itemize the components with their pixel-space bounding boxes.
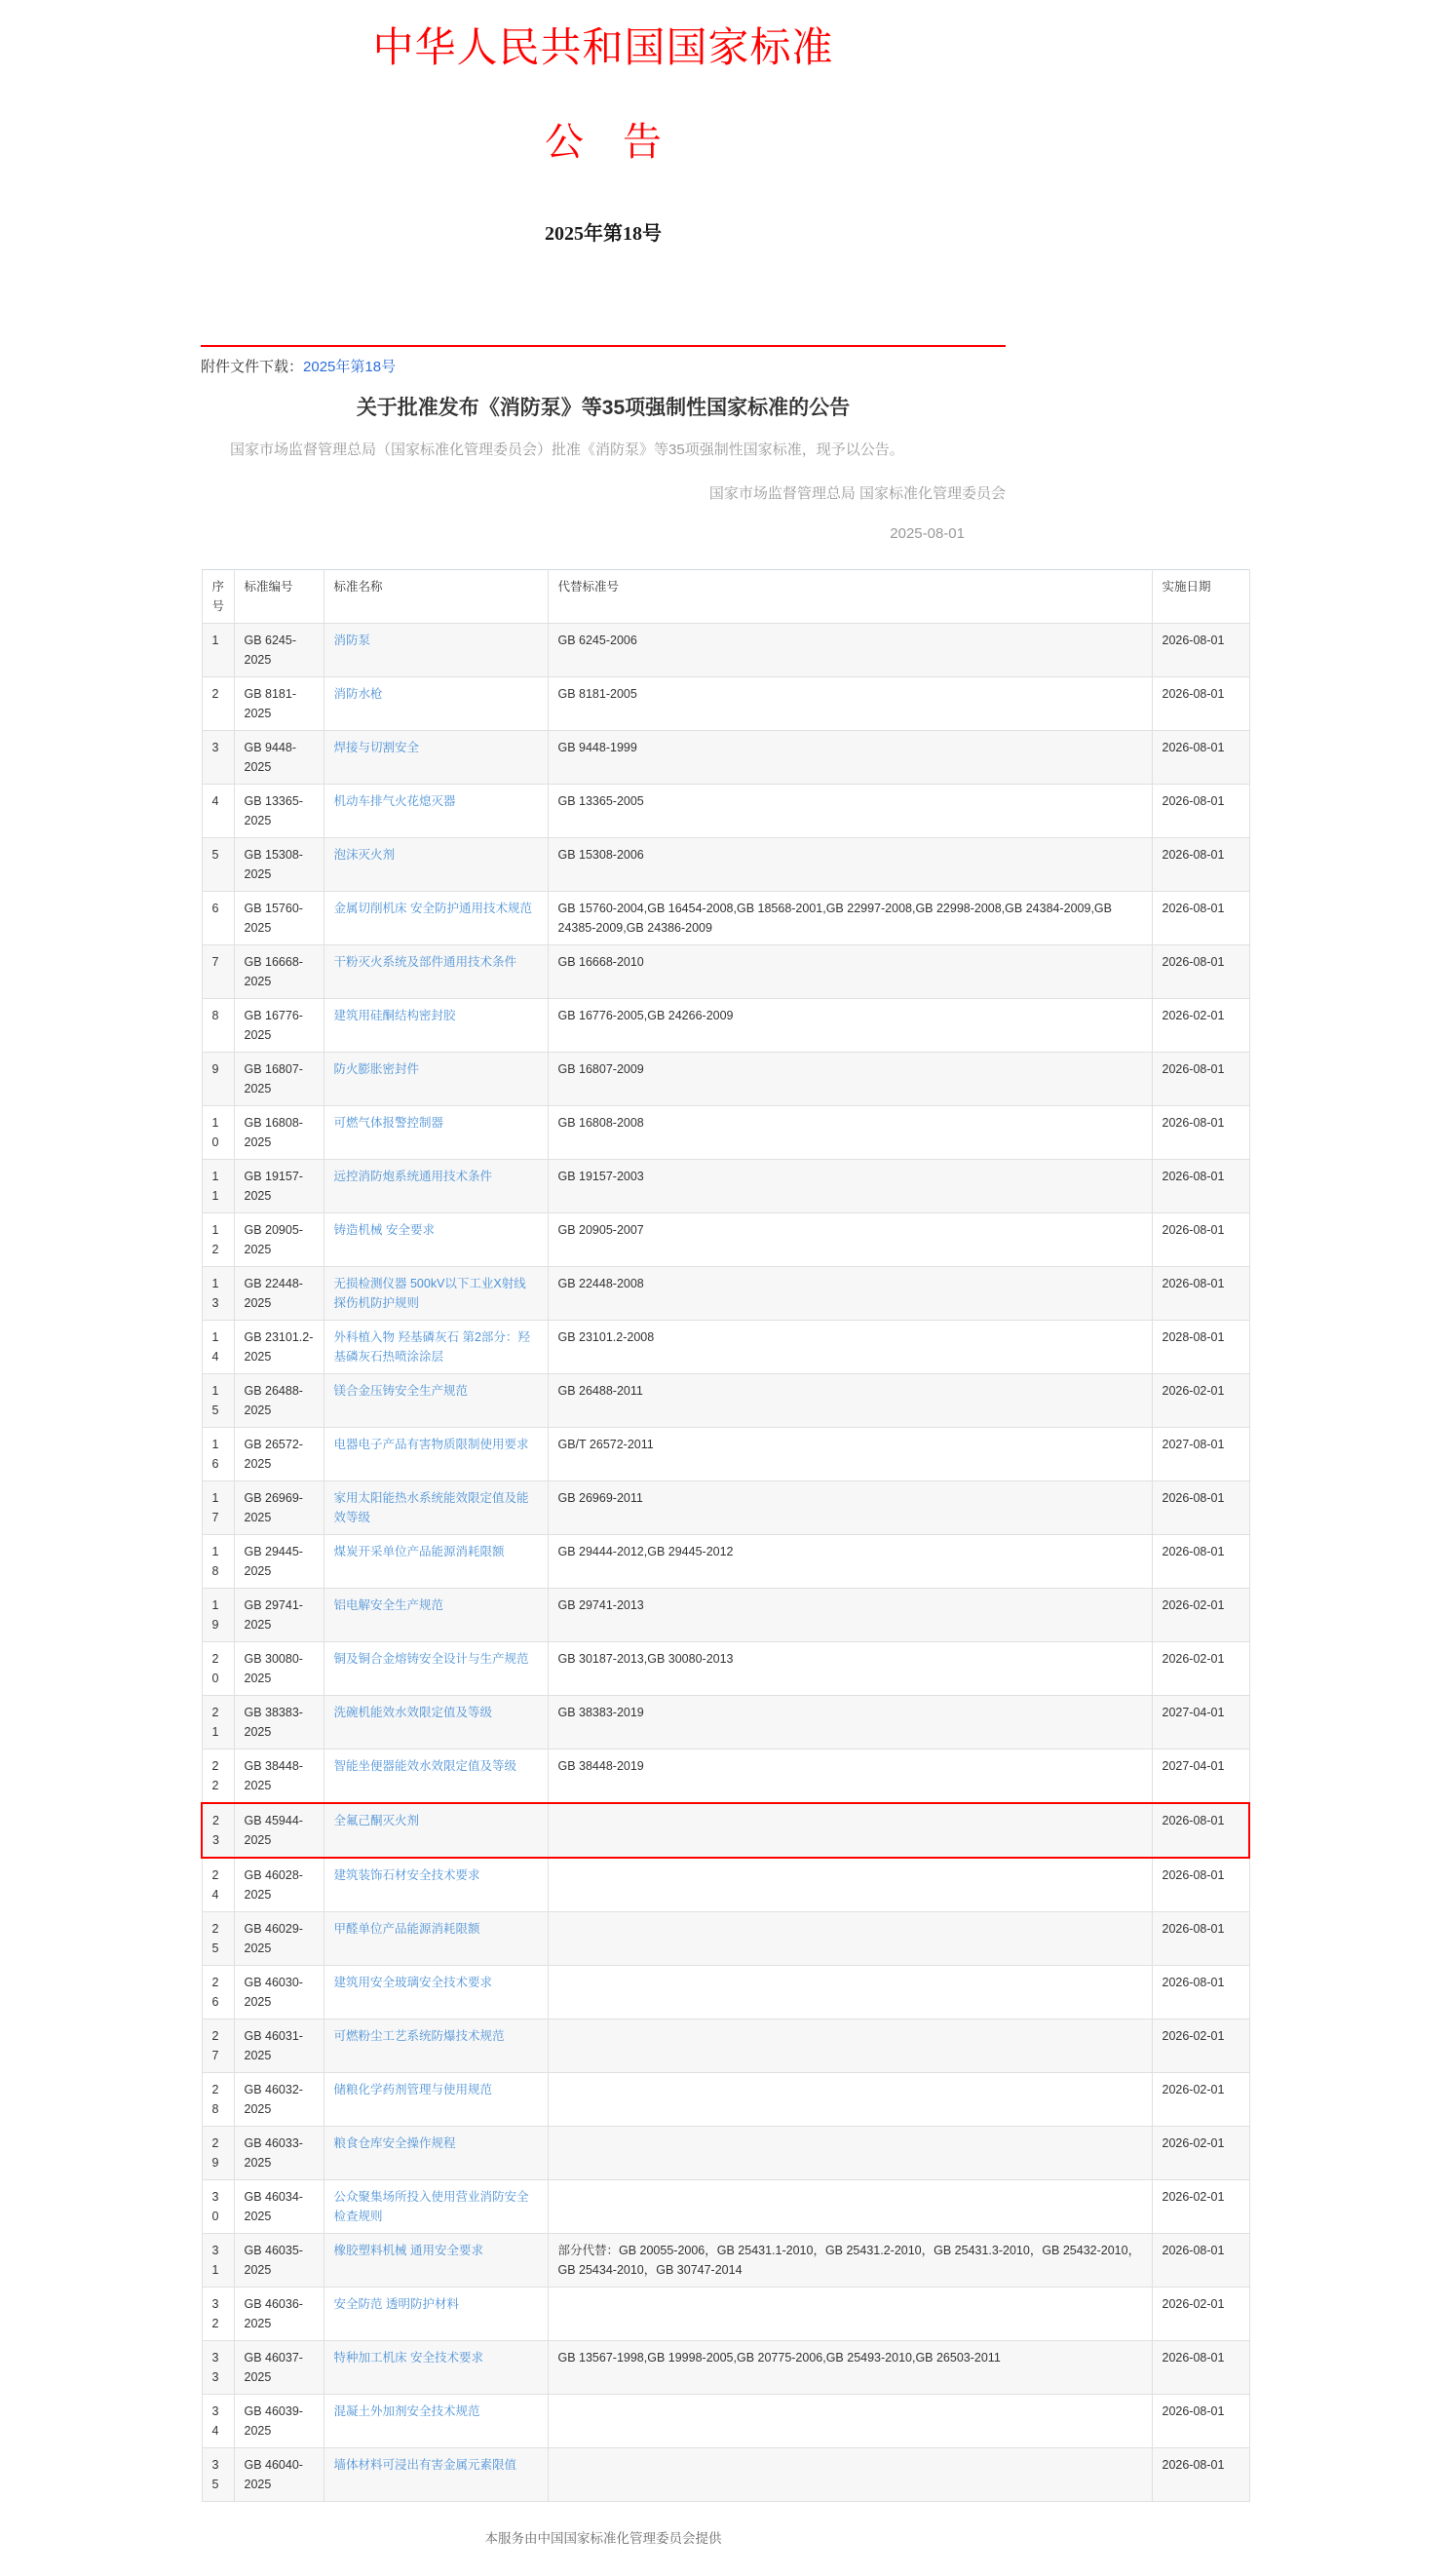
replaces-cell: GB 29741-2013 xyxy=(548,1589,1152,1642)
date-cell: 2026-08-01 xyxy=(1152,1912,1249,1966)
date-cell: 2026-08-01 xyxy=(1152,2341,1249,2395)
table-row xyxy=(202,1106,1249,1160)
publish-date: 2025-08-01 xyxy=(890,525,965,542)
table-row xyxy=(202,1966,1249,2019)
standard-name-link[interactable]: 防火膨胀密封件 xyxy=(333,1062,420,1076)
replaces-cell: GB 26488-2011 xyxy=(548,1374,1152,1428)
date-cell: 2026-08-01 xyxy=(1152,838,1249,892)
table-row xyxy=(202,1589,1249,1642)
standard-name-link[interactable]: 公众聚集场所投入使用营业消防安全检查规则 xyxy=(333,2190,529,2223)
code-cell: GB 46030-2025 xyxy=(234,1966,324,2019)
table-row xyxy=(202,2019,1249,2073)
name-cell xyxy=(324,1321,548,1374)
date-cell: 2026-08-01 xyxy=(1152,624,1249,677)
table-header-name: 标准名称 xyxy=(324,570,548,624)
replaces-cell: GB 13567-1998,GB 19998-2005,GB 20775-2006,GB 25493-2010,GB 26503-2011 xyxy=(548,2341,1152,2395)
name-cell xyxy=(324,1912,548,1966)
code-cell: GB 46029-2025 xyxy=(234,1912,324,1966)
table-row xyxy=(202,1428,1249,1481)
issuing-authorities: 国家市场监督管理总局 国家标准化管理委员会 xyxy=(708,485,1006,502)
name-cell xyxy=(324,1858,548,1912)
name-cell xyxy=(324,1267,548,1321)
standard-name-link[interactable]: 金属切削机床 安全防护通用技术规范 xyxy=(333,902,532,915)
replaces-cell xyxy=(548,2073,1152,2127)
table-row xyxy=(202,624,1249,677)
code-cell: GB 38383-2025 xyxy=(234,1696,324,1749)
seq-cell: 12 xyxy=(202,1213,234,1267)
seq-cell: 1 xyxy=(202,624,234,677)
seq-cell: 31 xyxy=(202,2234,234,2288)
name-cell xyxy=(324,1428,548,1481)
standard-name-link[interactable]: 铜及铜合金熔铸安全设计与生产规范 xyxy=(333,1652,529,1666)
date-cell: 2027-04-01 xyxy=(1152,1696,1249,1749)
page-title: 中华人民共和国国家标准 xyxy=(372,26,834,71)
seq-cell: 22 xyxy=(202,1749,234,1804)
standard-name-link[interactable]: 无损检测仪器 500kV以下工业X射线探伤机防护规则 xyxy=(333,1277,526,1310)
standard-name-link[interactable]: 消防水枪 xyxy=(333,687,383,701)
code-cell: GB 46028-2025 xyxy=(234,1858,324,1912)
replaces-cell: GB 38448-2019 xyxy=(548,1749,1152,1804)
table-row xyxy=(202,1374,1249,1428)
seq-cell: 33 xyxy=(202,2341,234,2395)
table-row xyxy=(202,2234,1249,2288)
code-cell: GB 46035-2025 xyxy=(234,2234,324,2288)
date-cell: 2026-08-01 xyxy=(1152,1267,1249,1321)
standard-name-link[interactable]: 消防泵 xyxy=(333,634,371,647)
code-cell: GB 26488-2025 xyxy=(234,1374,324,1428)
standard-name-link[interactable]: 甲醛单位产品能源消耗限额 xyxy=(333,1922,480,1936)
replaces-cell: GB 16808-2008 xyxy=(548,1106,1152,1160)
name-cell xyxy=(324,2288,548,2341)
seq-cell: 9 xyxy=(202,1053,234,1106)
name-cell xyxy=(324,1803,548,1858)
standard-name-link[interactable]: 粮食仓库安全操作规程 xyxy=(333,2136,456,2150)
table-row xyxy=(202,892,1249,945)
date-cell: 2026-08-01 xyxy=(1152,1966,1249,2019)
date-cell: 2026-08-01 xyxy=(1152,1481,1249,1535)
name-cell xyxy=(324,2234,548,2288)
replaces-cell xyxy=(548,2288,1152,2341)
date-cell: 2026-08-01 xyxy=(1152,677,1249,731)
name-cell xyxy=(324,945,548,999)
code-cell: GB 29445-2025 xyxy=(234,1535,324,1589)
name-cell xyxy=(324,1696,548,1749)
code-cell: GB 16668-2025 xyxy=(234,945,324,999)
standard-name-link[interactable]: 煤炭开采单位产品能源消耗限额 xyxy=(333,1545,505,1558)
standard-name-link[interactable]: 泡沫灭火剂 xyxy=(333,848,396,862)
seq-cell: 17 xyxy=(202,1481,234,1535)
table-row xyxy=(202,2395,1249,2448)
name-cell xyxy=(324,2127,548,2180)
replaces-cell xyxy=(548,2127,1152,2180)
seq-cell: 24 xyxy=(202,1858,234,1912)
table-row xyxy=(202,999,1249,1053)
seq-cell: 6 xyxy=(202,892,234,945)
seq-cell: 26 xyxy=(202,1966,234,2019)
standard-name-link[interactable]: 洗碗机能效水效限定值及等级 xyxy=(333,1706,493,1719)
code-cell: GB 46034-2025 xyxy=(234,2180,324,2234)
table-header-seq: 序号 xyxy=(202,570,234,624)
table-row xyxy=(202,1858,1249,1912)
replaces-cell: GB 38383-2019 xyxy=(548,1696,1152,1749)
table-row xyxy=(202,838,1249,892)
standard-name-link[interactable]: 储粮化学药剂管理与使用规范 xyxy=(333,2083,493,2096)
code-cell: GB 13365-2025 xyxy=(234,785,324,838)
attachment-download-label: 附件文件下载： xyxy=(201,359,304,375)
standard-name-link[interactable]: 墙体材料可浸出有害金属元素限值 xyxy=(333,2458,517,2472)
name-cell xyxy=(324,2019,548,2073)
standards-table-body xyxy=(202,624,1249,2502)
replaces-cell: GB 16807-2009 xyxy=(548,1053,1152,1106)
code-cell: GB 9448-2025 xyxy=(234,731,324,785)
seq-cell: 15 xyxy=(202,1374,234,1428)
table-row xyxy=(202,1267,1249,1321)
date-cell: 2026-02-01 xyxy=(1152,2073,1249,2127)
seq-cell: 32 xyxy=(202,2288,234,2341)
seq-cell: 18 xyxy=(202,1535,234,1589)
standard-name-link[interactable]: 干粉灭火系统及部件通用技术条件 xyxy=(333,955,517,969)
standard-name-link[interactable]: 可燃气体报警控制器 xyxy=(333,1116,444,1130)
replaces-cell: GB 16776-2005,GB 24266-2009 xyxy=(548,999,1152,1053)
name-cell xyxy=(324,2341,548,2395)
code-cell: GB 20905-2025 xyxy=(234,1213,324,1267)
table-row xyxy=(202,1749,1249,1804)
replaces-cell xyxy=(548,1966,1152,2019)
seq-cell: 25 xyxy=(202,1912,234,1966)
table-row xyxy=(202,2448,1249,2502)
table-row xyxy=(202,2127,1249,2180)
replaces-cell xyxy=(548,2395,1152,2448)
standard-name-link[interactable]: 家用太阳能热水系统能效限定值及能效等级 xyxy=(333,1491,529,1524)
table-row xyxy=(202,1213,1249,1267)
issue-number: 2025年第18号 xyxy=(545,223,662,245)
table-row xyxy=(202,2073,1249,2127)
date-cell: 2026-08-01 xyxy=(1152,785,1249,838)
code-cell: GB 38448-2025 xyxy=(234,1749,324,1804)
standard-name-link[interactable]: 智能坐便器能效水效限定值及等级 xyxy=(333,1759,517,1773)
seq-cell: 35 xyxy=(202,2448,234,2502)
name-cell xyxy=(324,1053,548,1106)
table-header-row xyxy=(202,570,1249,624)
standard-name-link[interactable]: 安全防范 透明防护材料 xyxy=(333,2297,459,2311)
announcement-heading: 关于批准发布《消防泵》等35项强制性国家标准的公告 xyxy=(356,397,851,419)
date-cell: 2026-08-01 xyxy=(1152,1106,1249,1160)
date-cell: 2026-08-01 xyxy=(1152,2395,1249,2448)
replaces-cell: GB 15308-2006 xyxy=(548,838,1152,892)
replaces-cell xyxy=(548,2448,1152,2502)
replaces-cell: GB 15760-2004,GB 16454-2008,GB 18568-2001,GB 22997-2008,GB 22998-2008,GB 24384-2009,GB 24385-2009,GB 24386-2009 xyxy=(548,892,1152,945)
name-cell xyxy=(324,2448,548,2502)
code-cell: GB 15308-2025 xyxy=(234,838,324,892)
name-cell xyxy=(324,1589,548,1642)
date-cell: 2026-08-01 xyxy=(1152,1213,1249,1267)
replaces-cell: GB 22448-2008 xyxy=(548,1267,1152,1321)
table-row xyxy=(202,945,1249,999)
date-cell: 2028-08-01 xyxy=(1152,1321,1249,1374)
replaces-cell: 部分代替：GB 20055-2006，GB 25431.1-2010，GB 25431.2-2010，GB 25431.3-2010，GB 25432-2010，GB 25434-2010，GB 30747-2014 xyxy=(548,2234,1152,2288)
standard-name-link[interactable]: 特种加工机床 安全技术要求 xyxy=(333,2351,483,2365)
date-cell: 2026-08-01 xyxy=(1152,1053,1249,1106)
table-row xyxy=(202,2341,1249,2395)
date-cell: 2026-08-01 xyxy=(1152,945,1249,999)
footer xyxy=(201,2527,1006,2547)
standard-name-link[interactable]: 建筑用硅酮结构密封胶 xyxy=(333,1009,456,1022)
name-cell xyxy=(324,999,548,1053)
date-cell: 2026-02-01 xyxy=(1152,2019,1249,2073)
standard-name-link[interactable]: 可燃粉尘工艺系统防爆技术规范 xyxy=(333,2029,505,2043)
code-cell: GB 46032-2025 xyxy=(234,2073,324,2127)
table-row xyxy=(202,1642,1249,1696)
seq-cell: 19 xyxy=(202,1589,234,1642)
date-cell: 2026-02-01 xyxy=(1152,1589,1249,1642)
table-row xyxy=(202,1321,1249,1374)
standards-table xyxy=(201,569,1250,2502)
code-cell: GB 45944-2025 xyxy=(234,1803,324,1858)
name-cell xyxy=(324,2180,548,2234)
replaces-cell: GB 16668-2010 xyxy=(548,945,1152,999)
replaces-cell: GB 13365-2005 xyxy=(548,785,1152,838)
name-cell xyxy=(324,677,548,731)
date-cell: 2026-02-01 xyxy=(1152,1642,1249,1696)
standard-name-link[interactable]: 建筑装饰石材安全技术要求 xyxy=(333,1868,480,1882)
date-cell: 2026-08-01 xyxy=(1152,892,1249,945)
name-cell xyxy=(324,1160,548,1213)
name-cell xyxy=(324,785,548,838)
code-cell: GB 19157-2025 xyxy=(234,1160,324,1213)
name-cell xyxy=(324,1966,548,2019)
table-row xyxy=(202,1912,1249,1966)
replaces-cell: GB 19157-2003 xyxy=(548,1160,1152,1213)
seq-cell: 29 xyxy=(202,2127,234,2180)
seq-cell: 28 xyxy=(202,2073,234,2127)
replaces-cell: GB/T 26572-2011 xyxy=(548,1428,1152,1481)
code-cell: GB 26572-2025 xyxy=(234,1428,324,1481)
code-cell: GB 15760-2025 xyxy=(234,892,324,945)
table-row xyxy=(202,1696,1249,1749)
name-cell xyxy=(324,892,548,945)
code-cell: GB 26969-2025 xyxy=(234,1481,324,1535)
name-cell xyxy=(324,1213,548,1267)
page xyxy=(201,0,1248,2547)
table-row xyxy=(202,1481,1249,1535)
seq-cell: 4 xyxy=(202,785,234,838)
name-cell xyxy=(324,1535,548,1589)
date-cell: 2026-02-01 xyxy=(1152,999,1249,1053)
seq-cell: 20 xyxy=(202,1642,234,1696)
code-cell: GB 16776-2025 xyxy=(234,999,324,1053)
name-cell xyxy=(324,1642,548,1696)
table-row xyxy=(202,677,1249,731)
standard-name-link[interactable]: 镁合金压铸安全生产规范 xyxy=(333,1384,469,1398)
standard-name-link[interactable]: 机动车排气火花熄灭器 xyxy=(333,794,456,808)
standard-name-link[interactable]: 远控消防炮系统通用技术条件 xyxy=(333,1170,493,1183)
date-cell: 2026-02-01 xyxy=(1152,2288,1249,2341)
replaces-cell: GB 29444-2012,GB 29445-2012 xyxy=(548,1535,1152,1589)
date-cell: 2026-08-01 xyxy=(1152,1858,1249,1912)
date-cell: 2026-08-01 xyxy=(1152,731,1249,785)
standard-name-link[interactable]: 全氟己酮灭火剂 xyxy=(333,1814,420,1827)
code-cell: GB 30080-2025 xyxy=(234,1642,324,1696)
code-cell: GB 46040-2025 xyxy=(234,2448,324,2502)
code-cell: GB 46037-2025 xyxy=(234,2341,324,2395)
seq-cell: 3 xyxy=(202,731,234,785)
table-row xyxy=(202,1535,1249,1589)
code-cell: GB 6245-2025 xyxy=(234,624,324,677)
code-cell: GB 46036-2025 xyxy=(234,2288,324,2341)
replaces-cell xyxy=(548,1912,1152,1966)
date-cell: 2026-08-01 xyxy=(1152,1160,1249,1213)
table-row xyxy=(202,2288,1249,2341)
standard-name-link[interactable]: 混凝土外加剂安全技术规范 xyxy=(333,2404,480,2418)
seq-cell: 30 xyxy=(202,2180,234,2234)
replaces-cell: GB 6245-2006 xyxy=(548,624,1152,677)
code-cell: GB 46033-2025 xyxy=(234,2127,324,2180)
name-cell xyxy=(324,731,548,785)
date-cell: 2026-02-01 xyxy=(1152,1374,1249,1428)
attachment-bar xyxy=(201,356,1006,376)
seq-cell: 13 xyxy=(202,1267,234,1321)
replaces-cell xyxy=(548,2180,1152,2234)
name-cell xyxy=(324,1749,548,1804)
seq-cell: 23 xyxy=(202,1803,234,1858)
footer-text: 本服务由中国国家标准化管理委员会提供 xyxy=(484,2531,722,2546)
table-row xyxy=(202,2180,1249,2234)
replaces-cell: GB 23101.2-2008 xyxy=(548,1321,1152,1374)
standard-name-link[interactable]: 铸造机械 安全要求 xyxy=(333,1223,435,1237)
table-header-replaces: 代替标准号 xyxy=(548,570,1152,624)
announcement-body: 国家市场监督管理总局（国家标准化管理委员会）批准《消防泵》等35项强制性国家标准，现予以公告。 xyxy=(230,442,904,458)
name-cell xyxy=(324,1374,548,1428)
table-row xyxy=(202,1160,1249,1213)
seq-cell: 21 xyxy=(202,1696,234,1749)
standard-name-link[interactable]: 橡胶塑料机械 通用安全要求 xyxy=(333,2244,483,2257)
code-cell: GB 22448-2025 xyxy=(234,1267,324,1321)
seq-cell: 14 xyxy=(202,1321,234,1374)
seq-cell: 11 xyxy=(202,1160,234,1213)
name-cell xyxy=(324,2395,548,2448)
replaces-cell: GB 26969-2011 xyxy=(548,1481,1152,1535)
date-cell: 2026-08-01 xyxy=(1152,2448,1249,2502)
code-cell: GB 29741-2025 xyxy=(234,1589,324,1642)
name-cell xyxy=(324,838,548,892)
page-subtitle: 公 告 xyxy=(545,120,662,164)
replaces-cell: GB 20905-2007 xyxy=(548,1213,1152,1267)
seq-cell: 27 xyxy=(202,2019,234,2073)
replaces-cell: GB 9448-1999 xyxy=(548,731,1152,785)
replaces-cell xyxy=(548,1803,1152,1858)
date-cell: 2027-08-01 xyxy=(1152,1428,1249,1481)
name-cell xyxy=(324,1106,548,1160)
seq-cell: 5 xyxy=(202,838,234,892)
standard-name-link[interactable]: 铝电解安全生产规范 xyxy=(333,1598,444,1612)
attachment-download-link[interactable]: 2025年第18号 xyxy=(303,359,397,375)
table-header-date: 实施日期 xyxy=(1152,570,1249,624)
table-row xyxy=(202,1053,1249,1106)
date-cell: 2026-08-01 xyxy=(1152,1803,1249,1858)
date-cell: 2026-02-01 xyxy=(1152,2180,1249,2234)
standard-name-link[interactable]: 外科植入物 羟基磷灰石 第2部分：羟基磷灰石热喷涂涂层 xyxy=(333,1330,530,1364)
replaces-cell: GB 8181-2005 xyxy=(548,677,1152,731)
code-cell: GB 46039-2025 xyxy=(234,2395,324,2448)
table-row xyxy=(202,1803,1249,1858)
code-cell: GB 16808-2025 xyxy=(234,1106,324,1160)
red-divider xyxy=(201,345,1006,347)
table-header-code: 标准编号 xyxy=(234,570,324,624)
code-cell: GB 8181-2025 xyxy=(234,677,324,731)
date-cell: 2027-04-01 xyxy=(1152,1749,1249,1804)
date-cell: 2026-08-01 xyxy=(1152,2234,1249,2288)
code-cell: GB 23101.2-2025 xyxy=(234,1321,324,1374)
announcement-header xyxy=(201,16,1006,542)
seq-cell: 7 xyxy=(202,945,234,999)
date-cell: 2026-02-01 xyxy=(1152,2127,1249,2180)
standard-name-link[interactable]: 焊接与切割安全 xyxy=(333,741,420,754)
name-cell xyxy=(324,1481,548,1535)
replaces-cell xyxy=(548,1858,1152,1912)
replaces-cell xyxy=(548,2019,1152,2073)
seq-cell: 16 xyxy=(202,1428,234,1481)
name-cell xyxy=(324,624,548,677)
code-cell: GB 16807-2025 xyxy=(234,1053,324,1106)
seq-cell: 34 xyxy=(202,2395,234,2448)
table-row xyxy=(202,785,1249,838)
seq-cell: 8 xyxy=(202,999,234,1053)
replaces-cell: GB 30187-2013,GB 30080-2013 xyxy=(548,1642,1152,1696)
standard-name-link[interactable]: 建筑用安全玻璃安全技术要求 xyxy=(333,1976,493,1989)
table-row xyxy=(202,731,1249,785)
seq-cell: 2 xyxy=(202,677,234,731)
name-cell xyxy=(324,2073,548,2127)
standard-name-link[interactable]: 电器电子产品有害物质限制使用要求 xyxy=(333,1438,529,1451)
date-cell: 2026-08-01 xyxy=(1152,1535,1249,1589)
seq-cell: 10 xyxy=(202,1106,234,1160)
code-cell: GB 46031-2025 xyxy=(234,2019,324,2073)
